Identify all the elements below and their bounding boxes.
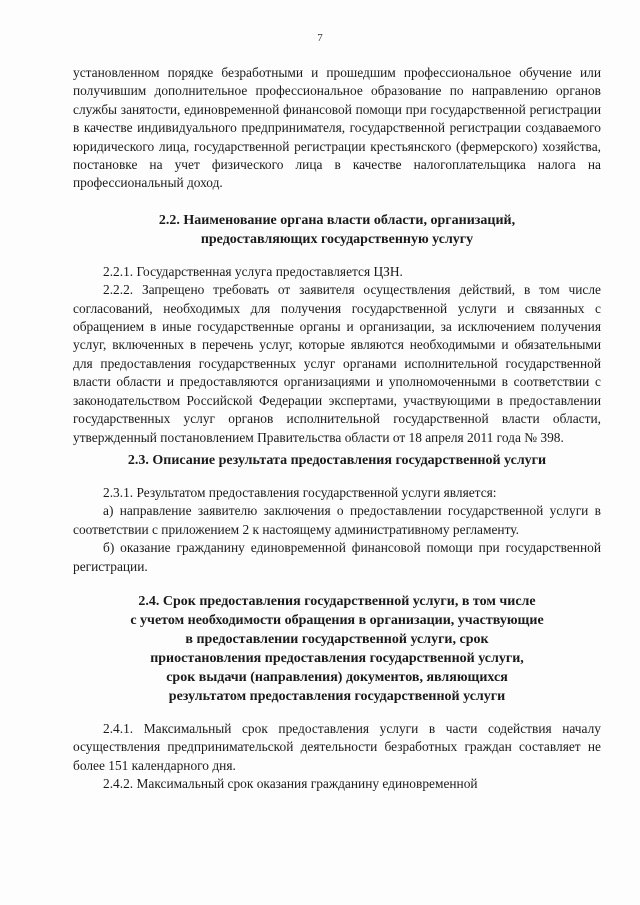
heading-line: результатом предоставления государственной услуги xyxy=(168,688,506,704)
paragraph-2-2-2: 2.2.2. Запрещено требовать от заявителя осуществления действий, в том числе согласований, необходимых для получения государственной услуги и связанных с обращением в иные государственные органы и организации, за исключением получения услуг, включенных в перечень услуг, которые являются необходимыми и обязательными для предоставления государственных услуг органами исполнительной государственной власти области и предоставляются организациями и уполномоченными в соответствии с законодательством Российской Федерации экспертами, участвующими в предоставлении государственных услуг органов исполнительной государственной власти области, утвержденный постановлением Правительства области от 18 апреля 2011 года № 398. xyxy=(73,282,601,445)
heading-line: 2.2. Наименование органа власти области, организаций, xyxy=(158,212,516,228)
heading-line: приостановления предоставления государственной услуги, xyxy=(150,650,524,666)
section-heading-2-2 xyxy=(73,211,601,249)
heading-line: 2.3. Описание результата предоставления государственной услуги xyxy=(127,452,547,468)
heading-line: срок выдачи (направления) документов, являющихся xyxy=(166,669,508,685)
heading-line: с учетом необходимости обращения в организации, участвующие xyxy=(130,612,544,628)
paragraph-2-4-2: 2.4.2. Максимальный срок оказания гражданину единовременной xyxy=(103,776,478,792)
paragraph-2-3-b: б) оказание гражданину единовременной финансовой помощи при государственной регистрации. xyxy=(73,540,601,574)
paragraph-2-3-a: а) направление заявителю заключения о предоставлении государственной услуги в соответствии с приложением 2 к настоящему административному регламенту. xyxy=(73,503,601,537)
heading-line: предоставляющих государственную услугу xyxy=(200,231,474,247)
intro-paragraph: установленном порядке безработными и прошедшим профессиональное обучение или получившим дополнительное профессиональное образование по направлению органов службы занятости, единовременной финансовой помощи при государственной регистрации в качестве индивидуального предпринимателя, государственной регистрации создаваемого юридического лица, государственной регистрации крестьянского (фермерского) хозяйства, постановке на учет физического лица в качестве налогоплательщика налога на профессиональный доход. xyxy=(73,65,601,191)
paragraph-2-4-1: 2.4.1. Максимальный срок предоставления услуги в части содействия началу осуществления предпринимательской деятельности безработных граждан составляет не более 151 календарного дня. xyxy=(73,720,601,773)
document-body xyxy=(73,64,601,794)
paragraph-2-3-1: 2.3.1. Результатом предоставления государственной услуги является: xyxy=(103,484,497,500)
section-heading-2-4 xyxy=(73,592,601,706)
section-heading-2-3 xyxy=(73,451,601,470)
paragraph-2-2-1: 2.2.1. Государственная услуга предоставляется ЦЗН. xyxy=(103,263,403,279)
heading-line: 2.4. Срок предоставления государственной услуги, в том числе xyxy=(138,593,536,609)
page-number: 7 xyxy=(317,32,323,44)
heading-line: в предоставлении государственной услуги, срок xyxy=(185,631,489,647)
